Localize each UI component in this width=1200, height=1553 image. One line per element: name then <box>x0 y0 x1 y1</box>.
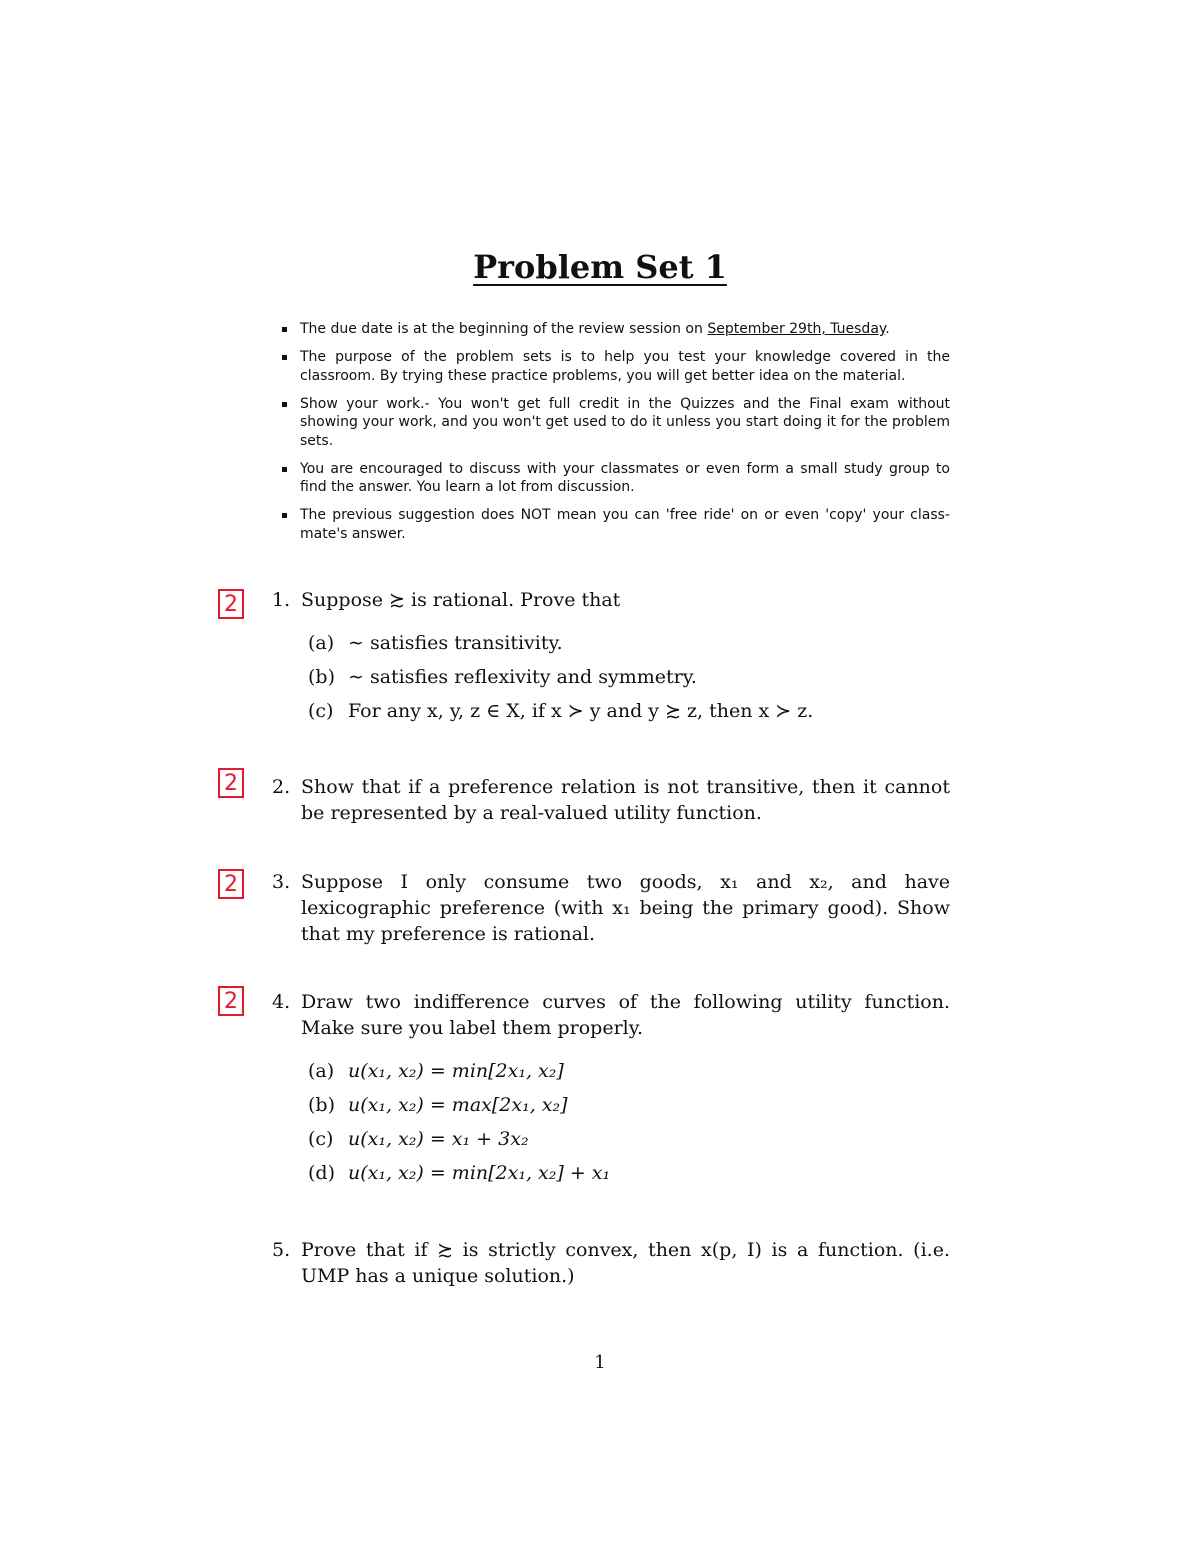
problem-text: Prove that if ≿ is strictly convex, then x(p, I) is a function. (i.e. UMP has a unique solution.) <box>301 1239 950 1287</box>
bullet-icon <box>282 467 287 472</box>
problem-text: Suppose I only consume two goods, x₁ and x₂, and have lexicographic preference (with x₁ being the primary good). Show that my preference is rational. <box>301 871 950 945</box>
instruction-item: The due date is at the beginning of the review session on September 29th, Tuesday. <box>300 320 950 339</box>
instruction-item: The purpose of the problem sets is to help you test your knowledge covered in the classroom. By trying these practice problems, you will get better idea on the material. <box>300 348 950 385</box>
subparts-list <box>272 630 950 732</box>
due-date: September 29th, Tuesday <box>707 321 886 337</box>
problem-text: Draw two indifference curves of the following utility function. Make sure you label them properly. <box>301 991 950 1039</box>
problem-text: Show that if a preference relation is not transitive, then it cannot be represented by a real-valued utility function. <box>301 776 950 824</box>
problem-2 <box>272 774 950 826</box>
bullet-icon <box>282 513 287 518</box>
problem-number: 3. <box>272 871 291 893</box>
problem-number: 2. <box>272 776 291 798</box>
problem-number: 4. <box>272 991 291 1013</box>
instruction-item: You are encouraged to discuss with your classmates or even form a small study group to find the answer. You learn a lot from discussion. <box>300 460 950 497</box>
score-box: 2 <box>218 869 244 899</box>
problem-1 <box>272 587 950 732</box>
page-title: Problem Set 1 <box>473 248 727 286</box>
subpart-item: (b) ∼ satisfies reflexivity and symmetry. <box>308 666 697 688</box>
subpart-item: (a) u(x₁, x₂) = min[2x₁, x₂] <box>308 1060 564 1082</box>
page-number: 1 <box>594 1352 606 1373</box>
instruction-item: Show your work.- You won't get full credit in the Quizzes and the Final exam without showing your work, and you won't get used to do it unless you start doing it for the problem sets. <box>300 395 950 451</box>
bullet-icon <box>282 327 287 332</box>
subpart-item: (c) For any x, y, z ∈ X, if x ≻ y and y ≿ z, then x ≻ z. <box>308 700 814 722</box>
bullet-icon <box>282 402 287 407</box>
instruction-item: The previous suggestion does NOT mean you can 'free ride' on or even 'copy' your class-mate's answer. <box>300 506 950 543</box>
problem-3 <box>272 869 950 947</box>
subparts-list <box>272 1058 950 1194</box>
problem-4 <box>272 989 950 1194</box>
subpart-item: (a) ∼ satisfies transitivity. <box>308 632 563 654</box>
subpart-item: (c) u(x₁, x₂) = x₁ + 3x₂ <box>308 1128 529 1150</box>
bullet-icon <box>282 355 287 360</box>
problem-text: Suppose ≿ is rational. Prove that <box>301 589 621 611</box>
score-box: 2 <box>218 768 244 798</box>
problem-number: 5. <box>272 1239 291 1261</box>
subpart-item: (b) u(x₁, x₂) = max[2x₁, x₂] <box>308 1094 568 1116</box>
instructions-list <box>300 320 950 553</box>
problem-5 <box>272 1237 950 1289</box>
problem-number: 1. <box>272 589 291 611</box>
score-box: 2 <box>218 589 244 619</box>
score-box: 2 <box>218 986 244 1016</box>
subpart-item: (d) u(x₁, x₂) = min[2x₁, x₂] + x₁ <box>308 1162 611 1184</box>
